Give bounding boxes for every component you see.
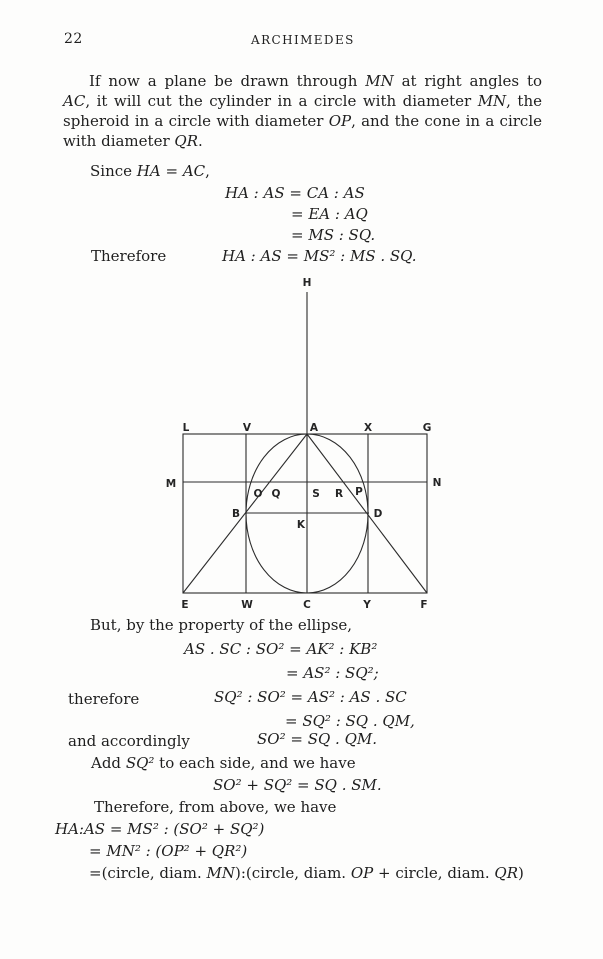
equation: HA : AS = MS² : MS . SQ. — [222, 247, 417, 265]
point-label-N: N — [432, 477, 442, 489]
text-run: at right angles to — [393, 72, 542, 90]
point-label-B: B — [231, 508, 241, 520]
text-run: ):(circle, diam. — [235, 864, 351, 882]
point-label-O: O — [253, 488, 263, 500]
since-line — [90, 162, 210, 180]
text-run: to each side, and we have — [154, 754, 356, 772]
equation: = EA : AQ — [291, 205, 368, 223]
equation: SO² + SQ² = SQ . SM. — [213, 776, 382, 794]
paragraph-line — [63, 131, 542, 151]
text-run: ) — [518, 864, 524, 882]
equation: = MN² : (OP² + QR²) — [89, 842, 248, 860]
conclusion-intro: Therefore, from above, we have — [94, 798, 337, 816]
text-run: If now a plane be drawn through — [89, 72, 366, 90]
math-var: HA — [136, 162, 161, 180]
paragraph-line — [63, 91, 542, 111]
point-label-E: E — [181, 599, 189, 611]
point-label-X: X — [363, 422, 373, 434]
text-run: . — [197, 132, 203, 150]
equation: HA : AS = CA : AS — [225, 184, 365, 202]
math-var: QR — [174, 132, 198, 150]
math-var: QR — [494, 864, 519, 882]
paragraph-line — [63, 111, 542, 131]
point-label-S: S — [312, 488, 320, 500]
point-label-D: D — [373, 508, 383, 520]
text-run: with diameter — [63, 132, 175, 150]
math-var: MN — [206, 864, 235, 882]
point-label-H: H — [302, 277, 312, 289]
equation: = AS² : SQ²; — [286, 664, 379, 682]
equation: = MS : SQ. — [291, 226, 376, 244]
accordingly-label: and accordingly — [68, 732, 190, 750]
equation: AS . SC : SO² = AK² : KB² — [184, 640, 378, 658]
geometry-figure — [150, 268, 450, 613]
point-label-M: M — [165, 478, 177, 490]
math-var: OP — [328, 112, 352, 130]
text-run: =(circle, diam. — [89, 864, 207, 882]
point-label-L: L — [182, 422, 190, 434]
text-run: = — [160, 162, 183, 180]
equation: = SQ² : SQ . QM, — [285, 712, 415, 730]
point-label-Q: Q — [271, 488, 281, 500]
equation-circles — [89, 864, 524, 882]
text-run: , and the cone in a circle — [351, 112, 542, 130]
point-label-K: K — [296, 519, 306, 531]
text-run: , it will cut the cylinder in a circle with diameter — [85, 92, 478, 110]
text-run: , — [205, 162, 210, 180]
math-var: AC — [182, 162, 206, 180]
add-line — [91, 754, 356, 772]
point-label-G: G — [422, 422, 432, 434]
math-var: SQ² — [125, 754, 155, 772]
text-run: Add — [91, 754, 126, 772]
math-var: MN — [365, 72, 394, 90]
point-label-W: W — [241, 599, 253, 611]
ellipse-intro: But, by the property of the ellipse, — [90, 616, 353, 634]
equation: HA:AS = MS² : (SO² + SQ²) — [55, 820, 265, 838]
page-number: 22 — [64, 31, 83, 47]
running-header: ARCHIMEDES — [251, 33, 355, 47]
therefore-label: Therefore — [91, 247, 167, 265]
text-run: + circle, diam. — [373, 864, 495, 882]
paragraph-line — [63, 71, 542, 91]
point-label-V: V — [242, 422, 252, 434]
equation: SQ² : SO² = AS² : AS . SC — [214, 688, 407, 706]
text-run: Since — [90, 162, 137, 180]
math-var: MN — [477, 92, 507, 110]
point-label-R: R — [334, 488, 344, 500]
text-run: spheroid in a circle with diameter — [63, 112, 329, 130]
math-var: AC — [63, 92, 86, 110]
equation: SO² = SQ . QM. — [257, 730, 377, 748]
point-label-F: F — [420, 599, 428, 611]
point-label-C: C — [303, 599, 311, 611]
text-run: , the — [506, 92, 542, 110]
point-label-Y: Y — [363, 599, 371, 611]
point-label-P: P — [355, 486, 363, 498]
point-label-A: A — [309, 422, 319, 434]
therefore-label: therefore — [68, 690, 140, 708]
math-var: OP — [350, 864, 374, 882]
